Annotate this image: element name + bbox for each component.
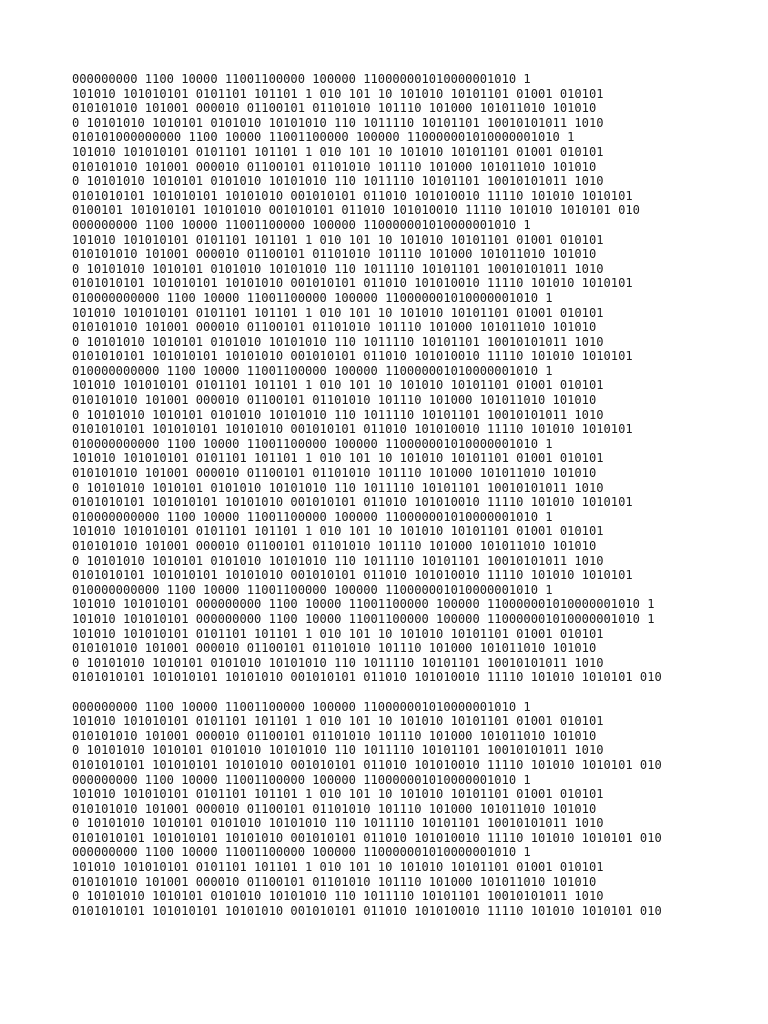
text-line: 010000000000 1100 10000 11001100000 100000 110000001010000001010 1 <box>72 290 553 305</box>
text-line: 101010 101010101 000000000 1100 10000 11001100000 100000 110000001010000001010 1 <box>72 597 655 612</box>
text-line: 0 10101010 1010101 0101010 10101010 110 1011110 10101101 10010101011 1010 <box>72 889 604 904</box>
text-line: 101010 101010101 0101101 101101 1 010 101 10 101010 10101101 01001 010101 <box>72 232 604 247</box>
text-line: 0 10101010 1010101 0101010 10101010 110 1011110 10101101 10010101011 1010 <box>72 261 604 276</box>
text-line: 010101010 101001 000010 01100101 01101010 101110 101000 101011010 101010 <box>72 874 597 889</box>
text-line: 0 10101010 1010101 0101010 10101010 110 1011110 10101101 10010101011 1010 <box>72 407 604 422</box>
text-line: 0101010101 101010101 10101010 001010101 011010 101010010 11110 101010 1010101 <box>72 568 633 583</box>
text-line: 101010 101010101 0101101 101101 1 010 101 10 101010 10101101 01001 010101 <box>72 787 604 802</box>
text-line: 0 10101010 1010101 0101010 10101010 110 1011110 10101101 10010101011 1010 <box>72 480 604 495</box>
text-line: 000000000 1100 10000 11001100000 100000 110000001010000001010 1 <box>72 845 531 860</box>
text-line: 0101010101 101010101 10101010 001010101 011010 101010010 11110 101010 1010101 010 <box>72 757 662 772</box>
text-line: 010000000000 1100 10000 11001100000 100000 110000001010000001010 1 <box>72 436 553 451</box>
text-line: 0 10101010 1010101 0101010 10101010 110 1011110 10101101 10010101011 1010 <box>72 174 604 189</box>
text-line: 0 10101010 1010101 0101010 10101010 110 1011110 10101101 10010101011 1010 <box>72 115 604 130</box>
text-line: 000000000 1100 10000 11001100000 100000 110000001010000001010 1 <box>72 72 531 86</box>
text-line: 010101010 101001 000010 01100101 01101010 101110 101000 101011010 101010 <box>72 320 597 335</box>
text-line: 0101010101 101010101 10101010 001010101 011010 101010010 11110 101010 1010101 <box>72 276 633 291</box>
text-line: 010000000000 1100 10000 11001100000 100000 110000001010000001010 1 <box>72 363 553 378</box>
text-line: 0101010101 101010101 10101010 001010101 011010 101010010 11110 101010 1010101 010 <box>72 670 662 685</box>
text-line: 010101010 101001 000010 01100101 01101010 101110 101000 101011010 101010 <box>72 101 597 116</box>
text-line: 101010 101010101 0101101 101101 1 010 101 10 101010 10101101 01001 010101 <box>72 86 604 101</box>
text-line: 0101010101 101010101 10101010 001010101 011010 101010010 11110 101010 1010101 <box>72 349 633 364</box>
text-line: 010101000000000 1100 10000 11001100000 100000 110000001010000001010 1 <box>72 130 575 145</box>
text-line: 010101010 101001 000010 01100101 01101010 101110 101000 101011010 101010 <box>72 159 597 174</box>
text-line: 010101010 101001 000010 01100101 01101010 101110 101000 101011010 101010 <box>72 393 597 408</box>
text-line: 0101010101 101010101 10101010 001010101 011010 101010010 11110 101010 1010101 010 <box>72 903 662 918</box>
text-line: 101010 101010101 0101101 101101 1 010 101 10 101010 10101101 01001 010101 <box>72 144 604 159</box>
text-line: 101010 101010101 0101101 101101 1 010 101 10 101010 10101101 01001 010101 <box>72 714 604 729</box>
text-line: 0 10101010 1010101 0101010 10101010 110 1011110 10101101 10010101011 1010 <box>72 816 604 831</box>
text-line: 0101010101 101010101 10101010 001010101 011010 101010010 11110 101010 1010101 <box>72 422 633 437</box>
text-line: 010000000000 1100 10000 11001100000 100000 110000001010000001010 1 <box>72 509 553 524</box>
text-line: 0101010101 101010101 10101010 001010101 011010 101010010 11110 101010 1010101 010 <box>72 830 662 845</box>
text-line: 010101010 101001 000010 01100101 01101010 101110 101000 101011010 101010 <box>72 728 597 743</box>
text-line: 000000000 1100 10000 11001100000 100000 110000001010000001010 1 <box>72 217 531 232</box>
text-line: 0101010101 101010101 10101010 001010101 011010 101010010 11110 101010 1010101 <box>72 188 633 203</box>
text-line: 000000000 1100 10000 11001100000 100000 110000001010000001010 1 <box>72 772 531 787</box>
text-line: 101010 101010101 0101101 101101 1 010 101 10 101010 10101101 01001 010101 <box>72 860 604 875</box>
text-block-1 <box>72 72 768 685</box>
text-line: 0 10101010 1010101 0101010 10101010 110 1011110 10101101 10010101011 1010 <box>72 334 604 349</box>
text-line: 101010 101010101 0101101 101101 1 010 101 10 101010 10101101 01001 010101 <box>72 378 604 393</box>
text-line: 0 10101010 1010101 0101010 10101010 110 1011110 10101101 10010101011 1010 <box>72 743 604 758</box>
text-line: 0101010101 101010101 10101010 001010101 011010 101010010 11110 101010 1010101 <box>72 495 633 510</box>
text-line: 0 10101010 1010101 0101010 10101010 110 1011110 10101101 10010101011 1010 <box>72 655 604 670</box>
text-line: 010101010 101001 000010 01100101 01101010 101110 101000 101011010 101010 <box>72 247 597 262</box>
text-line: 010101010 101001 000010 01100101 01101010 101110 101000 101011010 101010 <box>72 466 597 481</box>
text-line: 010101010 101001 000010 01100101 01101010 101110 101000 101011010 101010 <box>72 801 597 816</box>
text-line: 0 10101010 1010101 0101010 10101010 110 1011110 10101101 10010101011 1010 <box>72 553 604 568</box>
text-line: 101010 101010101 0101101 101101 1 010 101 10 101010 10101101 01001 010101 <box>72 305 604 320</box>
text-line: 101010 101010101 000000000 1100 10000 11001100000 100000 110000001010000001010 1 <box>72 611 655 626</box>
document-page <box>72 72 768 918</box>
text-line: 101010 101010101 0101101 101101 1 010 101 10 101010 10101101 01001 010101 <box>72 524 604 539</box>
text-block-2 <box>72 700 768 919</box>
text-line: 010000000000 1100 10000 11001100000 100000 110000001010000001010 1 <box>72 582 553 597</box>
text-line: 010101010 101001 000010 01100101 01101010 101110 101000 101011010 101010 <box>72 641 597 656</box>
text-line: 010101010 101001 000010 01100101 01101010 101110 101000 101011010 101010 <box>72 539 597 553</box>
text-line: 101010 101010101 0101101 101101 1 010 101 10 101010 10101101 01001 010101 <box>72 451 604 466</box>
text-line: 0100101 101010101 10101010 001010101 011010 101010010 11110 101010 1010101 010 <box>72 203 640 218</box>
text-line: 000000000 1100 10000 11001100000 100000 110000001010000001010 1 <box>72 699 531 714</box>
text-line: 101010 101010101 0101101 101101 1 010 101 10 101010 10101101 01001 010101 <box>72 626 604 641</box>
